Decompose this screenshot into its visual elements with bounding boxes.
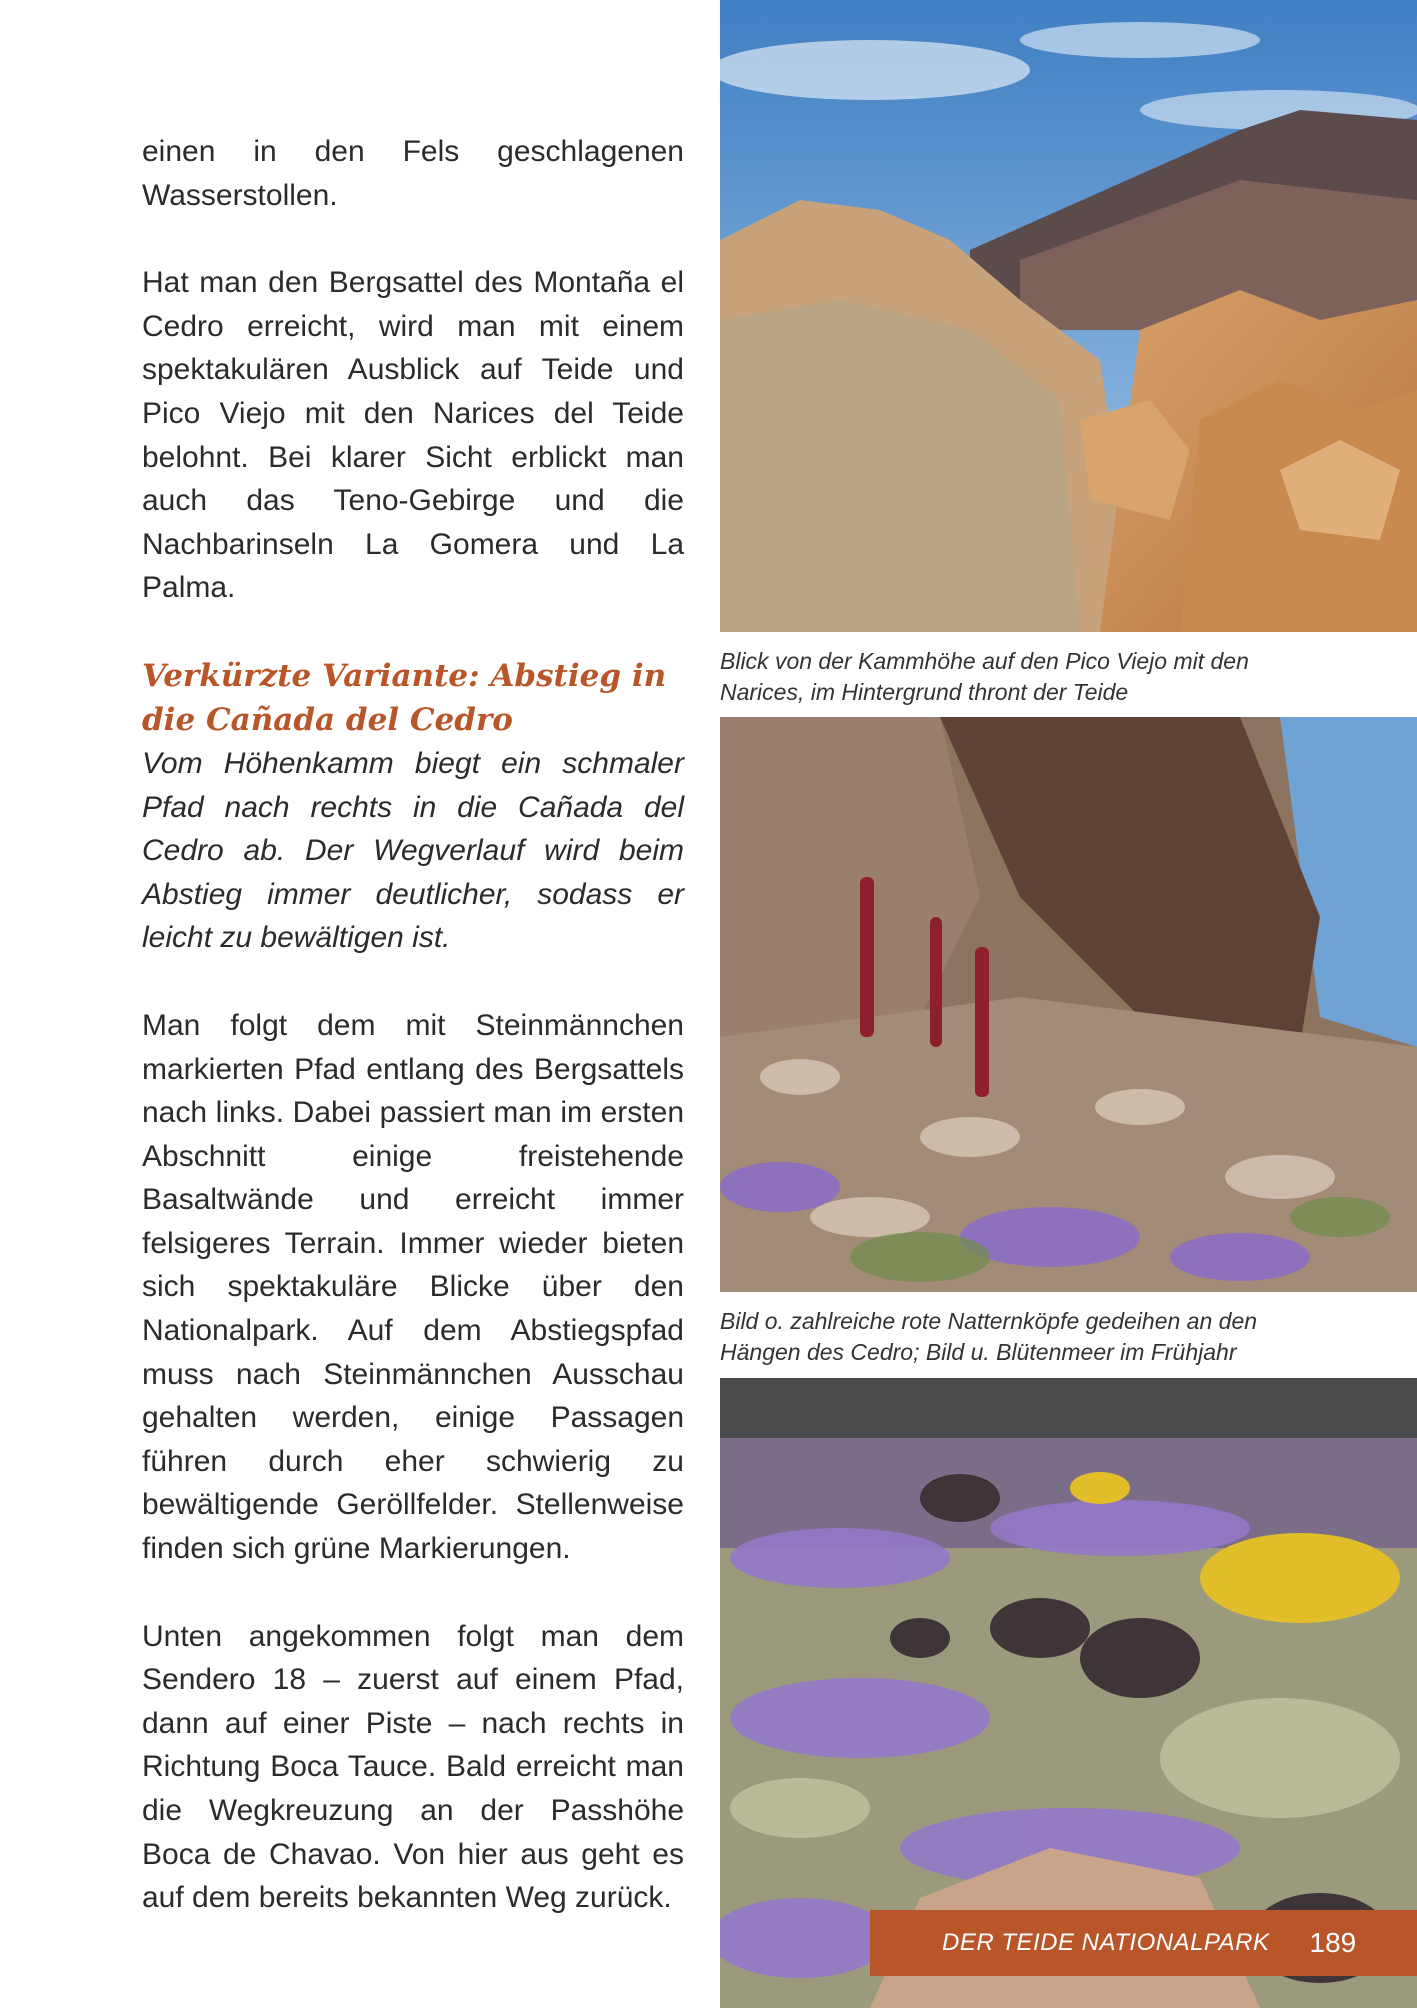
- photo-caption: Blick von der Kammhöhe auf den Pico Viejo mit den Narices, im Hintergrund thront der Teide: [720, 648, 1249, 705]
- footer-section-title: DER TEIDE NATIONALPARK: [942, 1929, 1270, 1956]
- paragraph: Hat man den Bergsattel des Montaña el Cedro erreicht, wird man mit einem spektakulären Ausblick auf Teide und Pico Viejo mit den Narices del Teide belohnt. Bei klarer Sicht erblickt man auch das Teno-Gebirge und die Nachbarinseln La Gomera und La Palma.: [142, 266, 684, 605]
- body-text-column: [142, 130, 684, 1964]
- variant-paragraph: Vom Höhenkamm biegt ein schmaler Pfad nach rechts in die Cañada del Cedro ab. Der Wegverlauf wird beim Abstieg immer deutlicher, sodass er leicht zu bewältigen ist.: [142, 746, 684, 955]
- page-number: 189: [1309, 1927, 1357, 1958]
- photo-caption: Bild o. zahlreiche rote Natternköpfe gedeihen an den Hängen des Cedro; Bild u. Blütenmeer im Frühjahr: [720, 1308, 1258, 1365]
- footer-bar: [870, 1910, 1417, 1976]
- paragraph: Unten angekommen folgt man dem Sendero 18 – zuerst auf einem Pfad, dann auf einer Piste – nach rechts in Richtung Boca Tauce. Bald erreicht man die Wegkreuzung an der Passhöhe Boca de Chavao. Von hier aus geht es auf dem bereits bekannten Weg zurück.: [142, 1619, 684, 1915]
- photo-mountain-view: [720, 0, 1417, 632]
- paragraph: einen in den Fels geschlagenen Wasserstollen.: [142, 135, 684, 212]
- paragraph: Man folgt dem mit Steinmännchen markierten Pfad entlang des Bergsattels nach links. Dabei passiert man im ersten Abschnitt einige freistehende Basaltwände und erreicht immer felsigeres Terrain. Immer wieder bieten sich spektakuläre Blicke über den Nationalpark. Auf dem Abstiegspfad muss nach Steinmännchen Ausschau gehalten werden, einige Passagen führen durch eher schwierig zu bewältigende Geröllfelder. Stellenweise finden sich grüne Markierungen.: [142, 1008, 684, 1566]
- photo-red-plants: [720, 717, 1417, 1292]
- section-heading: Verkürzte Variante: Abstieg in die Cañada del Cedro: [142, 657, 667, 738]
